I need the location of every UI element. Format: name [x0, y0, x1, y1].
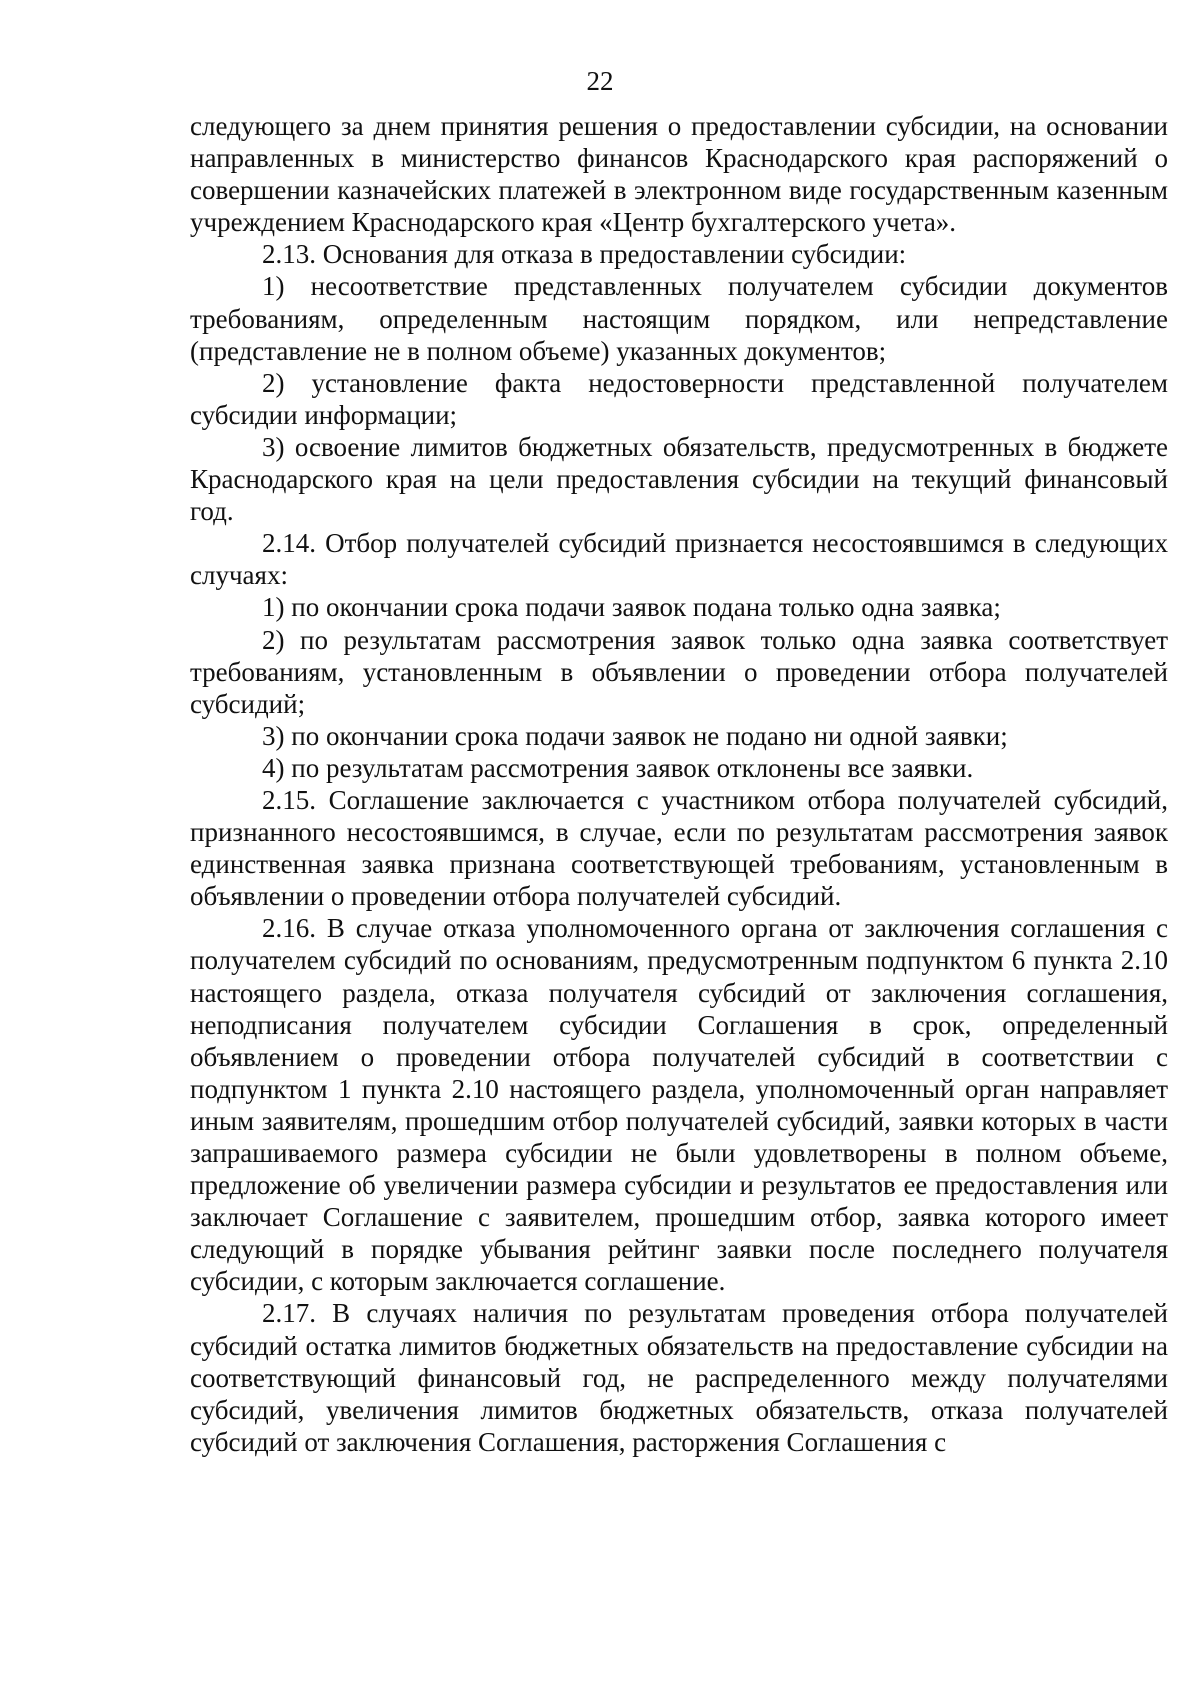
paragraph-2-13-item-1: 1) несоответствие представленных получателем субсидии документов требованиям, определенным настоящим порядком, или непредставление (представление не в полном объеме) указанных документов; — [190, 271, 1168, 366]
paragraph-2-13-item-3: 3) освоение лимитов бюджетных обязательств, предусмотренных в бюджете Краснодарского края на цели предоставления субсидии на текущий финансовый год. — [190, 431, 1168, 527]
page-number: 22 — [586, 66, 614, 96]
paragraph-continuation: следующего за днем принятия решения о предоставлении субсидии, на основании направленных в министерство финансов Краснодарского края распоряжений о совершении казначейских платежей в электронном виде государственным казенным учреждением Краснодарского края «Центр бухгалтерского учета». — [190, 111, 1168, 238]
paragraph-2-14: 2.14. Отбор получателей субсидий признается несостоявшимся в следующих случаях: — [190, 528, 1168, 591]
document-body — [190, 110, 1168, 1458]
paragraph-2-16: 2.16. В случае отказа уполномоченного органа от заключения соглашения с получателем субсидий по основаниям, предусмотренным подпунктом 6 пункта 2.10 настоящего раздела, отказа получателя субсидий от заключения соглашения, неподписания получателем субсидии Соглашения в срок, определенный объявлением о проведении отбора получателей субсидий в соответствии с подпунктом 1 пункта 2.10 настоящего раздела, уполномоченный орган направляет иным заявителям, прошедшим отбор получателей субсидий, заявки которых в части запрашиваемого размера субсидии не были удовлетворены в полном объеме, предложение об увеличении размера субсидии и результатов ее предоставления или заключает Соглашение с заявителем, прошедшим отбор, заявка которого имеет следующий в порядке убывания рейтинг заявки после последнего получателя субсидии, с которым заключается соглашение. — [190, 913, 1168, 1297]
paragraph-2-13: 2.13. Основания для отказа в предоставлении субсидии: — [262, 239, 907, 270]
paragraph-2-15: 2.15. Соглашение заключается с участником отбора получателей субсидий, признанного несостоявшимся, в случае, если по результатам рассмотрения заявок единственная заявка признана соответствующей требованиям, установленным в объявлении о проведении отбора получателей субсидий. — [190, 784, 1168, 912]
paragraph-2-14-item-1: 1) по окончании срока подачи заявок подана только одна заявка; — [262, 592, 1001, 623]
paragraph-2-17: 2.17. В случаях наличия по результатам проведения отбора получателей субсидий остатка лимитов бюджетных обязательств на предоставление субсидии на соответствующий финансовый год, не распределенного между получателями субсидий, увеличения лимитов бюджетных обязательств, отказа получателей субсидий от заключения Соглашения, расторжения Соглашения с — [190, 1298, 1168, 1457]
paragraph-2-14-item-3: 3) по окончании срока подачи заявок не подано ни одной заявки; — [262, 720, 1008, 751]
paragraph-2-13-item-2: 2) установление факта недостоверности представленной получателем субсидии информации; — [190, 367, 1168, 430]
paragraph-2-14-item-2: 2) по результатам рассмотрения заявок только одна заявка соответствует требованиям, установленным в объявлении о проведении отбора получателей субсидий; — [190, 624, 1168, 719]
paragraph-2-14-item-4: 4) по результатам рассмотрения заявок отклонены все заявки. — [262, 752, 974, 783]
